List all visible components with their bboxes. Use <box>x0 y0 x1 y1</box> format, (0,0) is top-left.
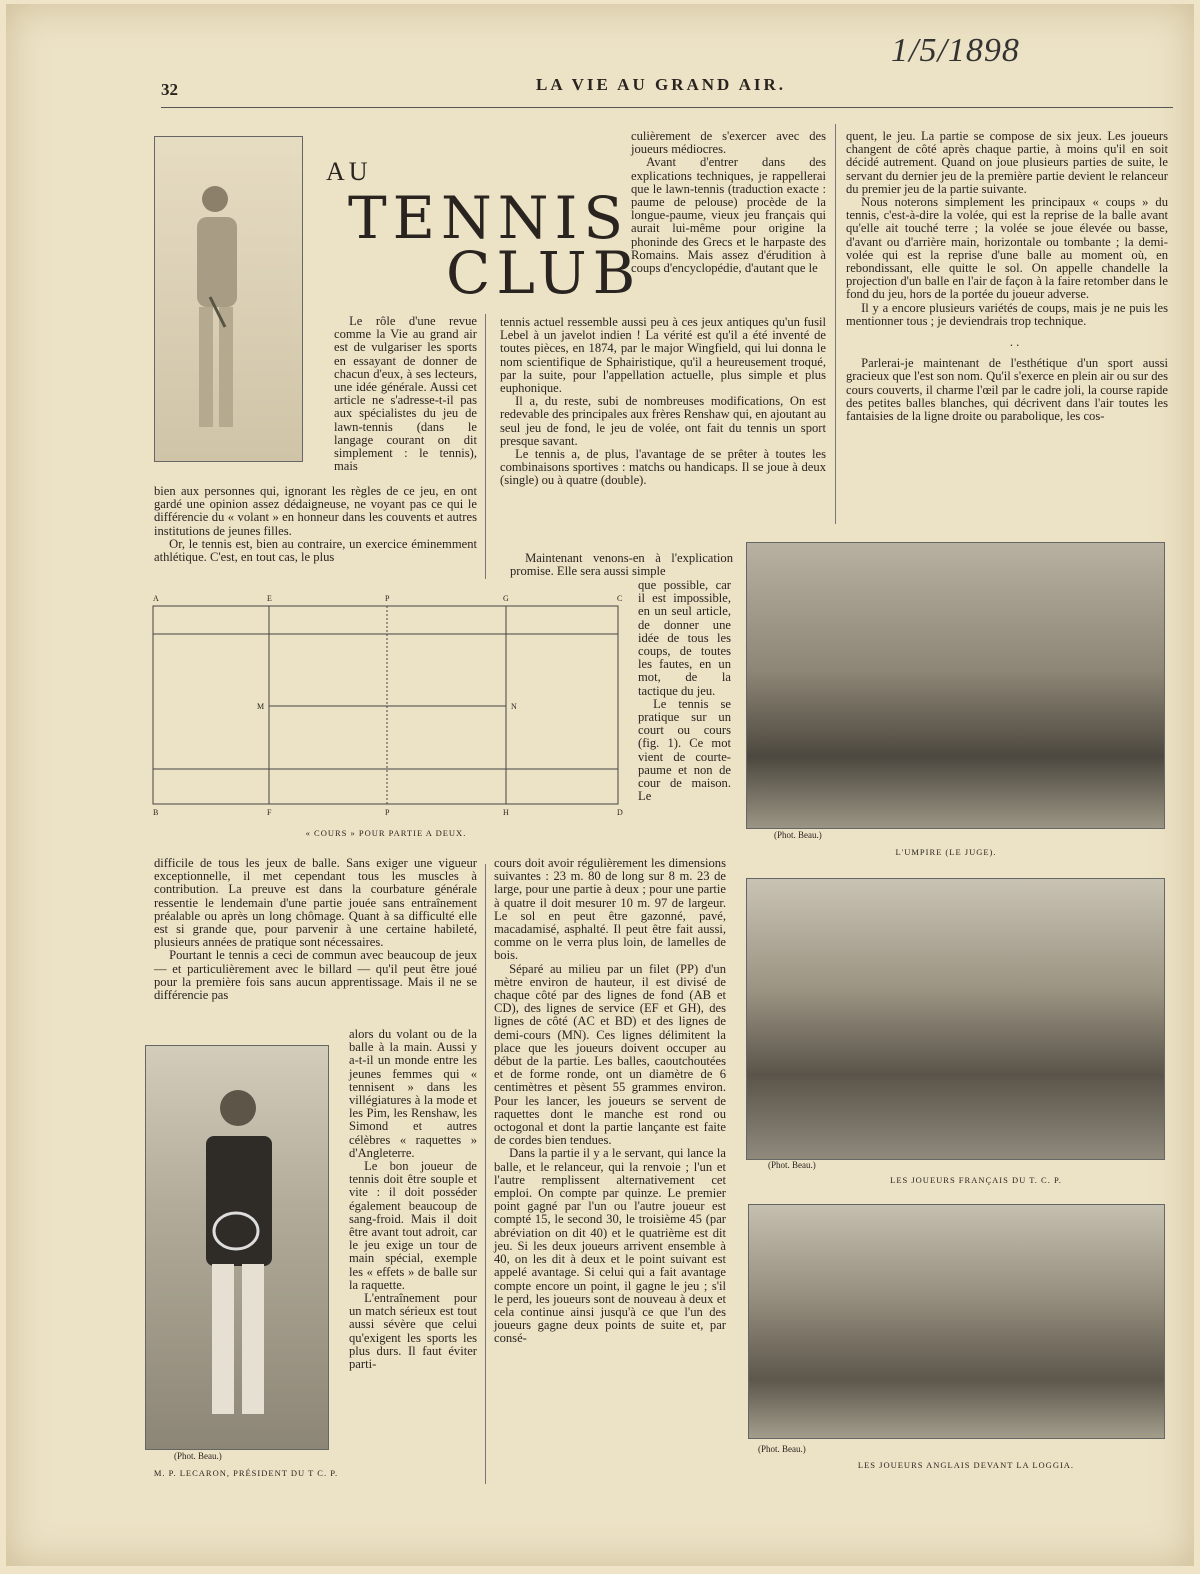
court-label-a: A <box>153 594 159 603</box>
newspaper-page <box>6 4 1194 1566</box>
col1-narrow: alors du volant ou de la balle à la main. Aussi y a-t-il un monde entre les jeunes femmes qui « tennisent » dans les villégiatures à la mode et les Pim, les Renshaw, les Simond et autres célèbres « raquettes » d'Angleterre. Le bon joueur de tennis doit être souple et vite : il doit posséder également beaucoup de sang-froid. Mais il doit être avant tout adroit, car le jeu exige un tour de main spécial, exemple les « effets » de balle sur la raquette. L'entraînement pour un match sérieux est tout aussi sévère que celui qu'exigent les sports les plus durs. Il faut éviter parti- <box>349 1027 477 1372</box>
player-illustration <box>154 136 303 462</box>
title-club: CLUB <box>446 239 642 307</box>
col2-lower: cours doit avoir régulièrement les dimensions suivantes : 23 m. 80 de long sur 8 m. 23 de large, pour une partie à deux ; pour une partie à quatre il doit mesurer 10 m. 97 de largeur. Le sol en peut être gazonné, pavé, macadamisé, asphalté. Il peut être fait aussi, comme on le verra plus loin, de lamelles de bois. Séparé au milieu par un filet (PP) d'un mètre environ de hauteur, il est divisé de chaque côté par des lignes de fond (AB et CD), des lignes de service (EF et GH), des lignes de côté (AC et BD) et des lignes de demi-cours (MN). Ces lignes délimitent la place que les joueurs doivent occuper au début de la partie. Les balles, caoutchoutées et de forme ronde, ont un diamètre de 6 centimètres et pèsent 55 grammes environ. Pour les lancer, les joueurs se servent de raquettes dont le manche est rond ou octogonal et dont la partie lançante est faite de cordes bien tendues. Dans la partie il y a le servant, qui lance la balle, et le relanceur, qui la renvoie ; l'un et l'autre remplissent alternativement cet emploi. On compte par quinze. Le premier point gagné par l'un ou l'autre joueur est compté 15, le second 30, le troisième 45 (par abréviation on dit 40) et le quatrième est dit jeu. Si les deux joueurs arrivent ensemble à 40, on les dit à deux et le point suivant est appelé avantage. Si celui qui a fait avantage compte encore un point, il gagne le jeu ; s'il le perd, les joueurs sont de nouveau à deux et cela continue ainsi jusqu'à ce que l'un des joueurs gagne deux points de suite et, par consé- <box>494 856 726 1346</box>
court-diagram <box>151 594 626 819</box>
col3-text: quent, le jeu. La partie se compose de six jeux. Les joueurs changent de côté après chaque partie, à moins qu'il en soit décidé autrement. Quand on joue plusieurs parties de suite, le servant du dernier jeu de la première partie devient le relanceur du premier jeu de la partie suivante. Nous noterons simplement les principaux « coups » du tennis, c'est-à-dire la volée, qui est la reprise de la balle avant qu'elle ait touché terre ; la volée se joue élevée ou basse, d'avant ou d'arrière main, horizontale ou tombante ; la demi-volée qui est la reprise d'une balle au moment où, en rebondissant, elle quitte le sol. On appelle chandelle la projection d'un balle en l'air de façon à la faire retomber dans le fond du jeu, hors de la portée du joueur adverse. Il y a encore plusieurs variétés de coups, mais je ne puis les mentionner tous ; je deviendrais trop technique. . . Parlerai-je maintenant de l'esthétique d'un sport aussi gracieux que l'est son nom. Qu'il s'exerce en plein air ou sur des cours couverts, il charme l'œil par le cadre joli, la course rapide des petites balles blanches, qui décrivent dans l'air toutes les fantaisies de la ligne droite ou parabolique, les cos- <box>846 129 1168 424</box>
column-rule <box>835 124 836 524</box>
president-photo <box>145 1045 329 1450</box>
court-label-e: E <box>267 594 272 603</box>
court-label-n: N <box>511 702 517 711</box>
column-rule <box>485 864 486 1484</box>
french-caption: LES JOUEURS FRANÇAIS DU T. C. P. <box>890 1175 1062 1185</box>
court-label-p: P <box>385 594 390 603</box>
court-label-m: M <box>257 702 265 711</box>
running-head: LA VIE AU GRAND AIR. <box>536 75 787 94</box>
umpire-photo <box>746 542 1165 829</box>
court-label-c: C <box>617 594 623 603</box>
president-caption: M. P. LECARON, PRÉSIDENT DU T C. P. <box>153 1468 339 1478</box>
court-caption: « COURS » POUR PARTIE A DEUX. <box>305 828 467 838</box>
court-label-b: B <box>153 808 159 817</box>
col2-top: culièrement de s'exercer avec des joueurs médiocres. Avant d'entrer dans des explications techniques, je rappellerai que le lawn-tennis (traduction exacte : paume de pelouse) procède de la longue-paume, vieux jeu français qui aurait lui-même pour origine la phoninde des Grecs et le harpaste des Romains. Mais assez d'érudition à coups d'encyclopédie, d'autant que le <box>631 129 826 276</box>
court-label-d: D <box>617 808 623 817</box>
header-rule <box>161 107 1173 108</box>
player-drawing <box>155 137 302 461</box>
court-svg <box>151 594 626 819</box>
court-label-h: H <box>503 808 509 817</box>
col1-text-b: bien aux personnes qui, ignorant les règles de ce jeu, en ont gardé une opinion assez dédaigneuse, ne voyant pas ce qui le différencie du « volant » en honneur dans les couvents et autres institutions de jeunes filles. Or, le tennis est, bien au contraire, un exercice éminemment athlétique. C'est, en tout cas, le plus <box>154 484 477 565</box>
column-rule <box>485 314 486 579</box>
col2-middle: Maintenant venons-en à l'explication promise. Elle sera aussi simple <box>510 551 733 579</box>
umpire-credit: (Phot. Beau.) <box>774 830 822 840</box>
court-label-p2: P <box>385 808 390 817</box>
col2-narrow: que possible, car il est impossible, en un seul article, de donner une idée de tous les coups, de toutes les fautes, en un mot, de la tactique du jeu. Le tennis se pratique sur un court ou cours (fig. 1). Ce mot vient de courte-paume et non de cour de maison. Le <box>638 578 731 804</box>
col2-text: tennis actuel ressemble aussi peu à ces jeux antiques qu'un fusil Lebel à un javelot indien ! La vérité est qu'il a été inventé de toutes pièces, en 1874, par le major Wingfield, qui lui donna le nom scientifique de Sphairistique, qu'il a heureusement troqué, par la suite, pour l'appellation actuelle, plus simple et plus euphonique. Il a, du reste, subi de nombreuses modifications, On est redevable des principales aux frères Renshaw qui, en ajoutant au seul jeu de fond, le jeu de volée, ont fait du tennis un sport presque savant. Le tennis a, de plus, l'avantage de se prêter à toutes les combinaisons sportives : matchs ou handicaps. Il se joue à deux (single) ou à quatre (double). <box>500 315 826 488</box>
president-credit: (Phot. Beau.) <box>174 1451 222 1461</box>
court-label-g: G <box>503 594 509 603</box>
president-figure <box>146 1046 328 1449</box>
french-players-photo <box>746 878 1165 1160</box>
french-credit: (Phot. Beau.) <box>768 1160 816 1170</box>
english-caption: LES JOUEURS ANGLAIS DEVANT LA LOGGIA. <box>857 1460 1075 1470</box>
handwritten-date: 1/5/1898 <box>891 32 1020 69</box>
english-credit: (Phot. Beau.) <box>758 1444 806 1454</box>
col1-lower: difficile de tous les jeux de balle. Sans exiger une vigueur exceptionnelle, il met cependant tous les muscles à contribution. La preuve est dans la courbature générale ressentie le lendemain d'une partie jouée sans entraînement préalable ou après un long chômage. Quant à sa difficulté elle est si grande que, pour parvenir à une certaine habileté, plusieurs années de pratique sont nécessaires. Pourtant le tennis a ceci de commun avec beaucoup de jeux — et particulièrement avec le billard — qu'il peut être joué pour la première fois sans aucun apprentissage. Mais il ne se différencie pas <box>154 856 477 1003</box>
english-players-photo <box>748 1204 1165 1439</box>
col1-intro: Le rôle d'une revue comme la Vie au grand air est de vulgariser les sports en essayant de donner de chacun d'eux, à ses lecteurs, une idée générale. Aussi cet article ne s'adresse-t-il pas aux spécialistes du jeu de lawn-tennis (dans le langage courant on dit simplement : le tennis), mais <box>334 314 477 474</box>
court-label-f: F <box>267 808 272 817</box>
title-au: AU <box>326 157 372 186</box>
page-number: 32 <box>161 80 178 99</box>
title-tennis: TENNIS <box>348 184 630 252</box>
umpire-caption: L'UMPIRE (LE JUGE). <box>895 847 997 857</box>
